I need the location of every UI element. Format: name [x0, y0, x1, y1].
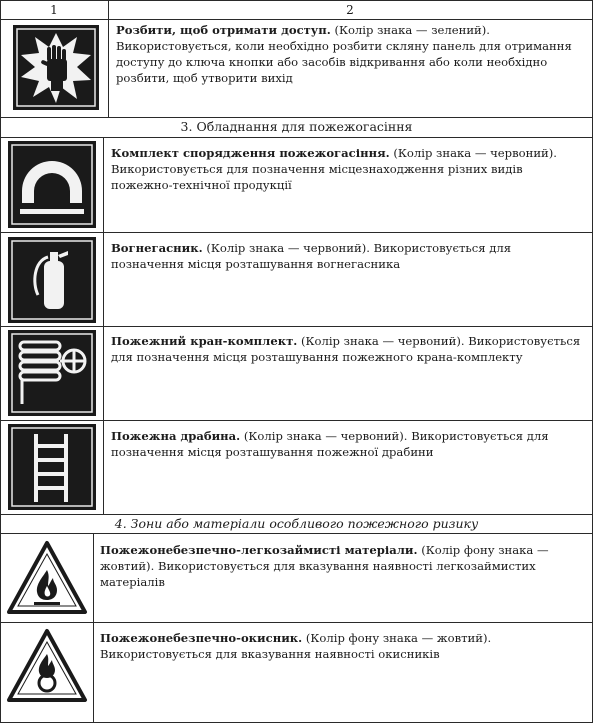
column-divider	[93, 533, 94, 723]
sign-color-note: (Колір фону знака — жовтий).	[100, 543, 549, 573]
fire-ladder-icon	[8, 424, 96, 510]
sign-description	[100, 630, 586, 662]
row-divider	[0, 326, 593, 327]
sign-color-note: (Колір знака — червоний).	[300, 334, 465, 348]
sign-usage-text: Використовується для позначення місця розташування пожежної драбини	[111, 429, 549, 459]
sign-color-note: (Колір фону знака — жовтий).	[305, 631, 492, 645]
sign-title: Пожежний кран-комплект.	[111, 334, 298, 348]
fire-hose-reel-icon	[8, 330, 96, 416]
row-divider	[0, 137, 593, 138]
oxidizer-warning-icon	[6, 628, 88, 704]
sign-usage-text: Використовується для позначення місця розташування пожежного крана-комплекту	[111, 334, 581, 364]
table-border-left	[0, 0, 1, 723]
sign-description	[111, 333, 587, 365]
fire-extinguisher-icon	[8, 237, 96, 323]
sign-description	[100, 542, 586, 590]
sign-title: Пожежна драбина.	[111, 429, 241, 443]
sign-usage-text: Використовується для вказування наявності легкозаймистих матеріалів	[100, 559, 536, 589]
sign-title: Комплект спорядження пожежогасіння.	[111, 146, 390, 160]
row-divider	[0, 420, 593, 421]
row-divider	[0, 622, 593, 623]
table-border-bottom	[0, 722, 593, 723]
firefighting-equipment-icon	[8, 141, 96, 228]
sign-usage-text: Використовується, коли необхідно розбити скляну панель для отримання доступу до ключа кнопки або засобів відкривання або коли необхідно розбити, щоб утворити вихід	[116, 39, 572, 85]
flammable-materials-warning-icon	[6, 540, 88, 616]
sign-usage-text: Використовується для вказування наявності окисників	[100, 647, 440, 661]
sign-title: Пожежонебезпечно-окисник.	[100, 631, 303, 645]
sign-description	[111, 428, 587, 460]
sign-title: Пожежонебезпечно-легкозаймисті матеріали.	[100, 543, 418, 557]
sign-description	[111, 145, 587, 193]
header-divider	[0, 19, 593, 20]
section-title: 3. Обладнання для пожежогасіння	[180, 119, 413, 134]
sign-color-note: (Колір знака — червоний).	[206, 241, 370, 255]
sign-color-note: (Колір знака — зелений).	[334, 23, 490, 37]
break-glass-hand-icon	[13, 25, 99, 110]
row-divider	[0, 232, 593, 233]
row-divider	[0, 533, 593, 534]
sign-usage-text: Використовується для позначення місця розташування вогнегасника	[111, 241, 512, 271]
sign-title: Розбити, щоб отримати доступ.	[116, 23, 331, 37]
sign-title: Вогнегасник.	[111, 241, 203, 255]
sign-description	[111, 240, 587, 272]
section-title: 4. Зони або матеріали особливого пожежного ризику	[114, 516, 479, 531]
column-header-1: 1	[50, 3, 58, 17]
column-header-2: 2	[346, 3, 354, 17]
sign-color-note: (Колір знака — червоний).	[393, 146, 557, 160]
sign-color-note: (Колір знака — червоний).	[243, 429, 408, 443]
sign-description	[116, 22, 586, 86]
sign-usage-text: Використовується для позначення місцезнаходження різних видів пожежно-технічної продукції	[111, 162, 523, 192]
column-divider	[103, 137, 104, 514]
